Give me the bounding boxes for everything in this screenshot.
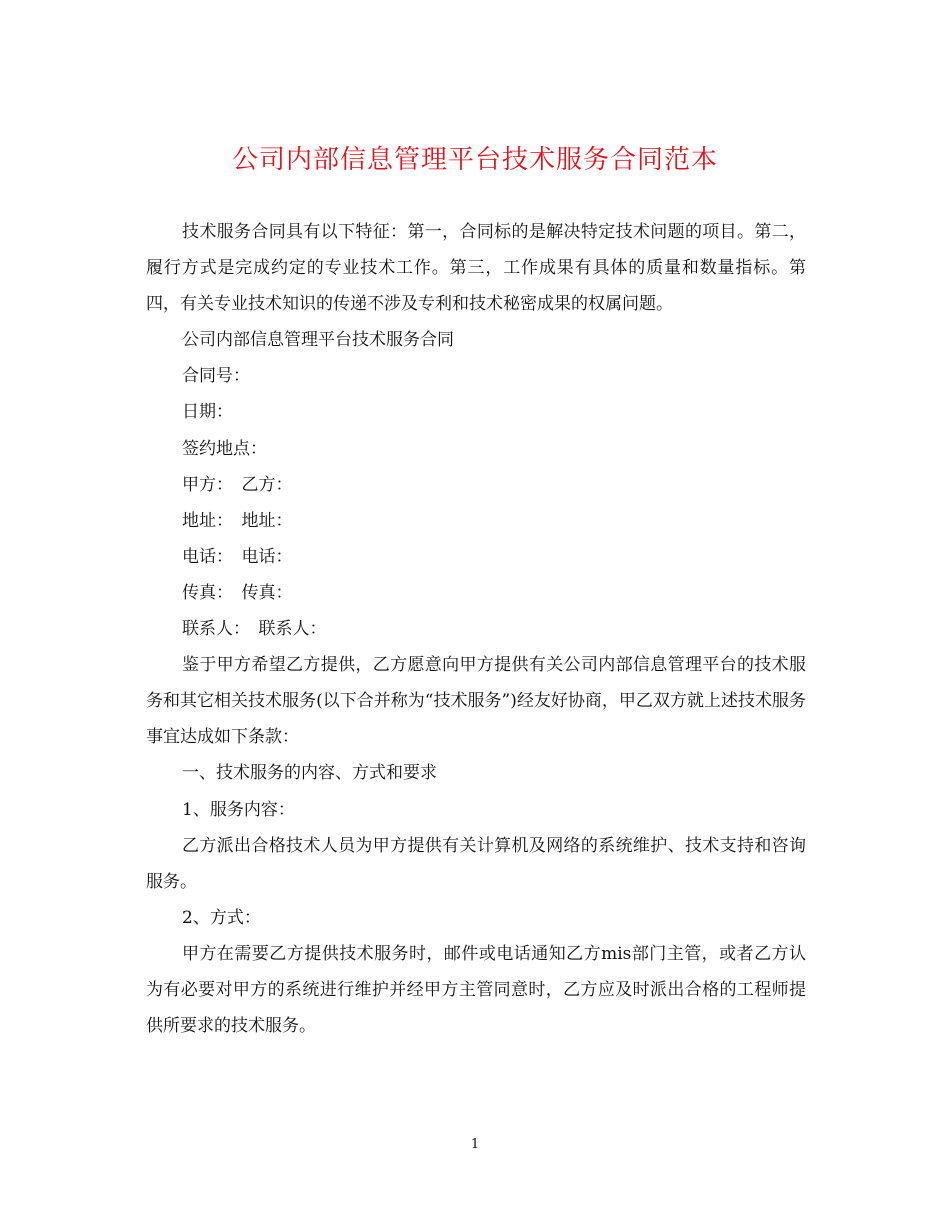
paragraph-intro: 技术服务合同具有以下特征：第一，合同标的是解决特定技术问题的项目。第二，履行方式是完成约定的专业技术工作。第三，工作成果有具体的质量和数量指标。第四，有关专业技术知识的传递不涉及专利和技术秘密成果的权属问题。: [146, 222, 806, 315]
subsection-heading-method: 2、方式：: [182, 907, 261, 928]
paragraph-contract-name: 公司内部信息管理平台技术服务合同: [182, 330, 454, 351]
paragraph-service-content: 乙方派出合格技术人员为甲方提供有关计算机及网络的系统维护、技术支持和咨询服务。: [146, 835, 806, 892]
paragraph-address: 地址： 地址：: [182, 510, 293, 531]
paragraph-date: 日期：: [182, 402, 233, 423]
paragraph-contact: 联系人： 联系人：: [182, 619, 327, 640]
document-body: [146, 214, 806, 1044]
document-title: 公司内部信息管理平台技术服务合同范本: [231, 145, 718, 175]
paragraph-signing-place: 签约地点：: [182, 438, 267, 459]
paragraph-contract-number: 合同号：: [182, 366, 250, 387]
subsection-heading-service-content: 1、服务内容：: [182, 799, 295, 820]
paragraph-phone: 电话： 电话：: [182, 546, 293, 567]
page-number: 1: [470, 1137, 480, 1152]
section-heading-1: 一、技术服务的内容、方式和要求: [182, 763, 437, 784]
paragraph-method: 甲方在需要乙方提供技术服务时，邮件或电话通知乙方mis部门主管，或者乙方认为有必要对甲方的系统进行维护并经甲方主管同意时，乙方应及时派出合格的工程师提供所要求的技术服务。: [146, 943, 806, 1037]
paragraph-parties: 甲方： 乙方：: [182, 474, 293, 495]
paragraph-whereas: 鉴于甲方希望乙方提供，乙方愿意向甲方提供有关公司内部信息管理平台的技术服务和其它相关技术服务(以下合并称为“技术服务”)经友好协商，甲乙双方就上述技术服务事宜达成如下条款：: [146, 655, 806, 748]
paragraph-fax: 传真： 传真：: [182, 582, 293, 603]
